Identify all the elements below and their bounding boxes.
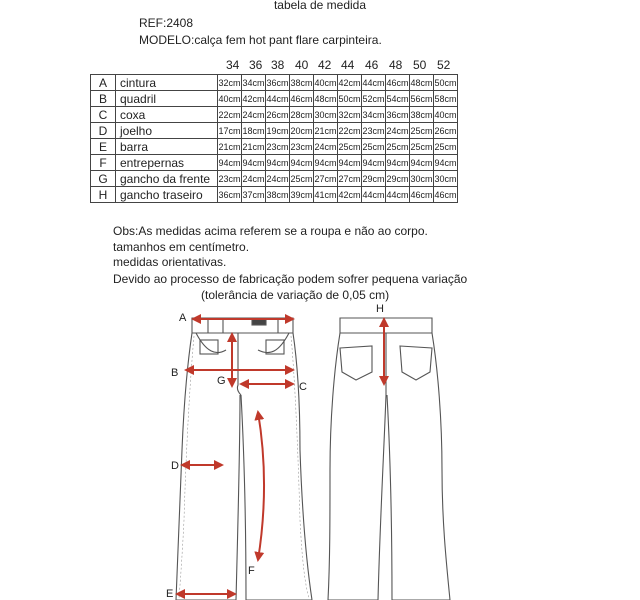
row-letter: B <box>91 91 116 107</box>
label-b: B <box>171 367 179 379</box>
table-cell: 24cm <box>266 171 290 187</box>
table-cell: 46cm <box>386 75 410 91</box>
size-header: 34 <box>226 58 240 72</box>
table-cell: 36cm <box>266 75 290 91</box>
table-cell: 18cm <box>242 123 266 139</box>
table-cell: 36cm <box>386 107 410 123</box>
table-cell: 38cm <box>290 75 314 91</box>
row-name: barra <box>116 139 218 155</box>
row-letter: G <box>91 171 116 187</box>
table-cell: 40cm <box>434 107 458 123</box>
size-header: 44 <box>341 58 355 72</box>
table-cell: 94cm <box>266 155 290 171</box>
tolerance-note: (tolerância de variação de 0,05 cm) <box>201 288 390 302</box>
table-cell: 42cm <box>338 187 362 203</box>
table-cell: 25cm <box>410 139 434 155</box>
table-cell: 58cm <box>434 91 458 107</box>
table-cell: 30cm <box>314 107 338 123</box>
row-letter: C <box>91 107 116 123</box>
table-cell: 34cm <box>242 75 266 91</box>
size-header: 50 <box>413 58 427 72</box>
table-cell: 40cm <box>314 75 338 91</box>
table-cell: 94cm <box>362 155 386 171</box>
table-cell: 25cm <box>362 139 386 155</box>
size-header: 46 <box>365 58 379 72</box>
table-cell: 94cm <box>386 155 410 171</box>
table-cell: 25cm <box>338 139 362 155</box>
size-header: 42 <box>318 58 332 72</box>
table-cell: 25cm <box>410 123 434 139</box>
table-cell: 94cm <box>314 155 338 171</box>
table-cell: 28cm <box>290 107 314 123</box>
table-cell: 94cm <box>338 155 362 171</box>
table-cell: 23cm <box>266 139 290 155</box>
table-cell: 46cm <box>290 91 314 107</box>
table-cell: 30cm <box>410 171 434 187</box>
table-cell: 44cm <box>362 75 386 91</box>
table-cell: 25cm <box>434 139 458 155</box>
model-name: MODELO:calça fem hot pant flare carpinteira. <box>139 33 382 47</box>
size-header: 36 <box>249 58 263 72</box>
back-jeans-outline <box>328 318 450 600</box>
table-cell: 29cm <box>386 171 410 187</box>
note-line: medidas orientativas. <box>113 255 227 269</box>
table-cell: 44cm <box>362 187 386 203</box>
table-cell: 94cm <box>218 155 242 171</box>
table-cell: 24cm <box>242 171 266 187</box>
row-letter: E <box>91 139 116 155</box>
table-cell: 42cm <box>242 91 266 107</box>
table-cell: 23cm <box>218 171 242 187</box>
row-name: entrepernas <box>116 155 218 171</box>
reference-code: REF:2408 <box>139 16 194 30</box>
table-cell: 38cm <box>266 187 290 203</box>
table-cell: 42cm <box>338 75 362 91</box>
label-c: C <box>299 381 307 393</box>
size-header: 48 <box>389 58 403 72</box>
table-cell: 46cm <box>410 187 434 203</box>
table-cell: 94cm <box>434 155 458 171</box>
table-cell: 54cm <box>386 91 410 107</box>
table-cell: 22cm <box>338 123 362 139</box>
table-cell: 21cm <box>218 139 242 155</box>
table-cell: 34cm <box>362 107 386 123</box>
table-cell: 21cm <box>242 139 266 155</box>
note-line: tamanhos em centímetro. <box>113 240 250 254</box>
table-cell: 26cm <box>434 123 458 139</box>
table-cell: 26cm <box>266 107 290 123</box>
table-cell: 24cm <box>242 107 266 123</box>
table-cell: 52cm <box>362 91 386 107</box>
table-cell: 94cm <box>410 155 434 171</box>
row-name: gancho da frente <box>116 171 218 187</box>
row-name: quadril <box>116 91 218 107</box>
table-cell: 17cm <box>218 123 242 139</box>
size-header: 52 <box>437 58 451 72</box>
table-cell: 30cm <box>434 171 458 187</box>
table-cell: 41cm <box>314 187 338 203</box>
table-cell: 29cm <box>362 171 386 187</box>
table-cell: 19cm <box>266 123 290 139</box>
row-name: cintura <box>116 75 218 91</box>
row-letter: F <box>91 155 116 171</box>
table-cell: 23cm <box>290 139 314 155</box>
label-h: H <box>376 303 384 315</box>
label-e: E <box>166 588 174 600</box>
table-cell: 24cm <box>386 123 410 139</box>
table-cell: 48cm <box>410 75 434 91</box>
size-header: 40 <box>295 58 309 72</box>
table-cell: 32cm <box>218 75 242 91</box>
table-cell: 27cm <box>338 171 362 187</box>
label-g: G <box>217 375 226 387</box>
table-cell: 23cm <box>362 123 386 139</box>
measurement-arrows <box>177 319 293 594</box>
table-cell: 56cm <box>410 91 434 107</box>
row-letter: D <box>91 123 116 139</box>
table-cell: 94cm <box>242 155 266 171</box>
table-cell: 24cm <box>314 139 338 155</box>
table-cell: 32cm <box>338 107 362 123</box>
table-cell: 44cm <box>386 187 410 203</box>
table-cell: 22cm <box>218 107 242 123</box>
front-jeans-outline <box>176 318 312 600</box>
table-cell: 20cm <box>290 123 314 139</box>
row-name: joelho <box>116 123 218 139</box>
table-cell: 38cm <box>410 107 434 123</box>
table-cell: 25cm <box>290 171 314 187</box>
table-cell: 36cm <box>218 187 242 203</box>
table-cell: 40cm <box>218 91 242 107</box>
note-line: Devido ao processo de fabricação podem sofrer pequena variação <box>113 272 468 286</box>
table-cell: 27cm <box>314 171 338 187</box>
table-cell: 21cm <box>314 123 338 139</box>
table-cell: 39cm <box>290 187 314 203</box>
table-cell: 50cm <box>434 75 458 91</box>
table-cell: 44cm <box>266 91 290 107</box>
table-cell: 25cm <box>386 139 410 155</box>
table-cell: 37cm <box>242 187 266 203</box>
label-d: D <box>171 460 179 472</box>
table-cell: 50cm <box>338 91 362 107</box>
row-name: gancho traseiro <box>116 187 218 203</box>
table-cell: 46cm <box>434 187 458 203</box>
size-header: 38 <box>271 58 285 72</box>
page-title: tabela de medida <box>273 0 367 12</box>
note-line: Obs:As medidas acima referem se a roupa e não ao corpo. <box>113 224 428 238</box>
row-letter: H <box>91 187 116 203</box>
row-letter: A <box>91 75 116 91</box>
label-a: A <box>179 312 187 324</box>
label-f: F <box>248 565 255 577</box>
table-cell: 94cm <box>290 155 314 171</box>
row-name: coxa <box>116 107 218 123</box>
table-cell: 48cm <box>314 91 338 107</box>
